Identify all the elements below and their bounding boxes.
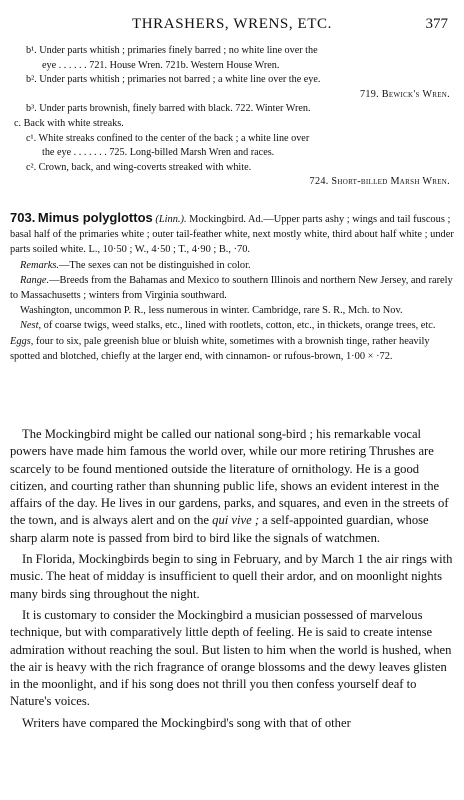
running-title: THRASHERS, WRENS, ETC. [131,16,333,32]
essay-paragraph-3: It is customary to consider the Mockingbird a musician possessed of marvelous technique, but with comparatively little depth of feeling. He is said to create intense admiration without reaching the soul. But listen to him when the world is hushed, when the air is heavy with the rich fragrance of orange blossoms and the dewy leaves glisten in the moonlight, and if his song does not thrill you then confess yourself deaf to Nature's voices. [10,607,452,709]
key-entry-b1-cont: eye . . . . . . 721. House Wren. 721b. Western House Wren. [42,59,280,71]
key-text: Under parts whitish ; primaries not barred ; a white line over the eye. [39,74,321,86]
species-local-status: Washington, uncommon P. R., less numerous in winter. Cambridge, rare S. R., Mch. to Nov. [20,305,403,317]
key-text: Under parts whitish ; primaries finely barred ; no white line over the [39,45,318,56]
key-text: Back with white streaks. [23,117,124,129]
paragraph-text: The Mockingbird might be called our national song-bird ; his remarkable vocal powers have made him famous the world over, while our more retiring Thrushes are scarcely to be found mentioned outside the literature of ornithology. He is a good citizen, and courting rather than shunning public life, shows an evident interest in the affairs of the day. He lives in our gardens, parks, and squares, and even in the streets of the town, and is always alert and on the [10,427,449,528]
eggs-label: Eggs, [10,335,34,347]
essay-paragraph-4: Writers have compared the Mockingbird's song with that of other [22,715,351,730]
key-entry-c [0,117,464,132]
key-entry-b3 [0,102,464,117]
species-name: Mimus polyglottos [37,210,153,225]
key-marker: c². [26,161,37,173]
key-text: Crown, back, and wing-coverts streaked with white. [38,161,252,173]
remarks-text: —The sexes can not be distinguished in color. [58,259,251,271]
key-entry-b2-result: 719. Bewick's Wren. [359,88,450,100]
range-label: Range. [20,274,50,286]
key-entry-c2 [0,161,464,176]
key-entry-b1 [0,44,464,59]
key-marker: b². [26,74,37,86]
essay-text [10,426,456,736]
page-number: 377 [425,16,448,32]
species-account [10,210,456,364]
key-entry-c2-result: 724. Short-billed Marsh Wren. [309,176,450,188]
remarks-label: Remarks. [20,259,59,271]
species-nest-eggs [10,318,456,364]
nest-label: Nest, [20,320,42,332]
species-number: 703. [10,210,36,225]
eggs-text: four to six, pale greenish blue or bluish white, sometimes with a brownish tinge, rather heavily spotted and blotched, chiefly at the larger end, with cinnamon- or rufous-brown, 1·00 × ·72. [10,335,430,362]
identification-key [0,44,464,190]
key-marker: b¹. [26,45,37,56]
species-remarks [10,258,456,273]
species-authority: (Linn.). [155,214,187,225]
key-text: Under parts brownish, finely barred with black. 722. Winter Wren. [39,103,311,115]
running-header [0,6,464,36]
key-marker: c. [14,117,22,129]
italic-phrase: qui vive ; [212,513,260,528]
key-entry-b2 [0,73,464,88]
paragraph-text: a self-appointed guardian, whose sharp alarm note is passed from bird to bird like the signals of watchmen. [10,513,429,545]
range-text: —Breeds from the Bahamas and Mexico to southern Illinois and northern New Jersey, and rarely to Massachusetts ; winters from Virginia southward. [10,274,453,302]
essay-paragraph-1 [10,426,456,547]
key-entry-c1-cont: the eye . . . . . . . 725. Long-billed Marsh Wren and races. [42,147,275,159]
species-description: Mockingbird. Ad.—Upper parts ashy ; wings and tail fuscous ; basal half of the primaries white ; outer tail-feather white, next mostly white, third about half white ; under parts soiled white. L., 10·50 ; W., 4·50 ; T., 4·90 ; B., ·70. [10,214,454,256]
nest-text: of coarse twigs, weed stalks, etc., lined with rootlets, cotton, etc., in thickets, orange trees, etc. [41,320,436,332]
key-marker: c¹. [26,132,37,144]
key-entry-c1 [0,132,464,147]
essay-paragraph-2: In Florida, Mockingbirds begin to sing in February, and by March 1 the air rings with music. The heat of midday is insufficient to quell their ardor, and on moonlight nights many birds sing throughout the night. [10,552,453,601]
key-text: White streaks confined to the center of the back ; a white line over [38,132,310,144]
species-heading [10,210,456,258]
key-marker: b³. [26,103,37,115]
species-range [10,273,456,303]
